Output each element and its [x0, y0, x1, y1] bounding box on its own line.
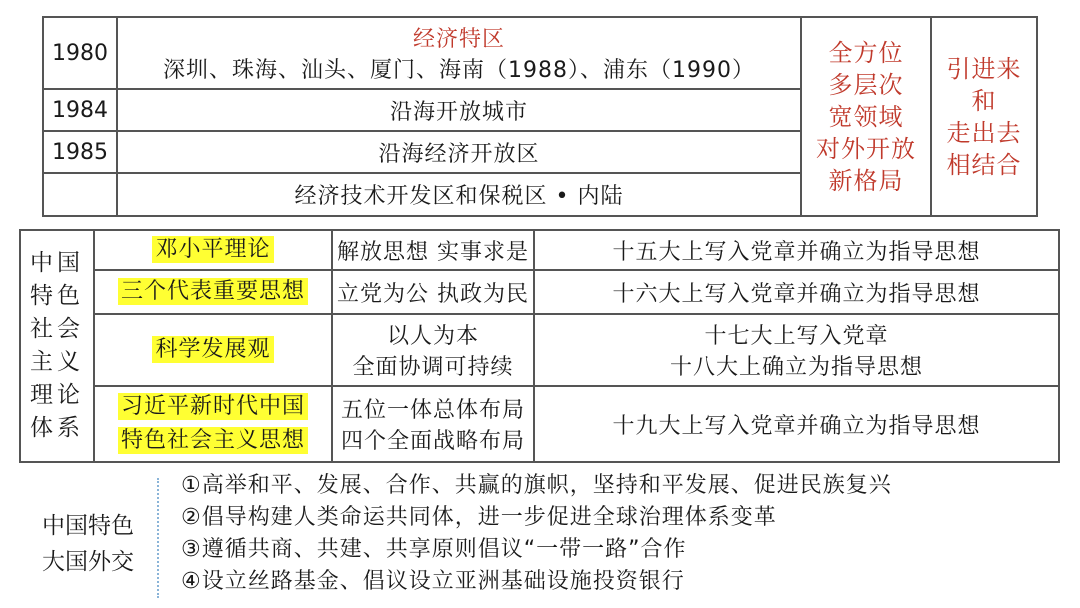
content-cell: 沿海经济开放区 — [117, 131, 801, 173]
diplomacy-label — [28, 508, 148, 580]
pattern-line: 新格局 — [828, 166, 904, 195]
strategy-cell — [931, 17, 1037, 216]
year-cell: 1985 — [43, 131, 117, 173]
meaning-cell — [332, 386, 534, 462]
content-cell: 经济技术开发区和保税区 • 内陆 — [117, 173, 801, 216]
status-cell: 十六大上写入党章并确立为指导思想 — [534, 270, 1059, 314]
diplomacy-point: ④设立丝路基金、倡议设立亚洲基础设施投资银行 — [181, 569, 685, 594]
dotted-divider — [157, 478, 159, 598]
status-cell: 十五大上写入党章并确立为指导思想 — [534, 230, 1059, 270]
label-line: 主义 — [30, 349, 84, 375]
theory-name: 习近平新时代中国 — [118, 393, 308, 420]
label-line: 体系 — [30, 415, 84, 441]
status-line: 十八大上确立为指导思想 — [669, 355, 923, 380]
status-line: 十七大上写入党章 — [704, 324, 889, 349]
year-cell: 1980 — [43, 17, 117, 89]
label-line: 理论 — [30, 382, 84, 408]
theory-cell — [94, 386, 332, 462]
theory-name: 邓小平理论 — [152, 236, 273, 263]
year-cell: 1984 — [43, 89, 117, 131]
meaning-cell — [332, 314, 534, 386]
content-cell — [117, 17, 801, 89]
meaning-cell: 立党为公 执政为民 — [332, 270, 534, 314]
pattern-cell — [801, 17, 931, 216]
theory-cell — [94, 270, 332, 314]
diplomacy-points — [181, 470, 892, 598]
content-cell: 沿海开放城市 — [117, 89, 801, 131]
strategy-line: 和 — [971, 86, 997, 115]
year-cell — [43, 173, 117, 216]
theory-system-label — [20, 230, 94, 462]
meaning-line: 全面协调可持续 — [352, 355, 514, 380]
meaning-line: 五位一体总体布局 — [340, 398, 525, 423]
pattern-line: 宽领域 — [828, 102, 904, 131]
label-line: 特色 — [30, 283, 84, 309]
strategy-line: 走出去 — [946, 118, 1022, 147]
label-line: 中国 — [30, 250, 84, 276]
strategy-line: 相结合 — [946, 150, 1022, 179]
diplomacy-point: ①高举和平、发展、合作、共赢的旗帜，坚持和平发展、促进民族复兴 — [181, 473, 892, 498]
opening-up-table — [42, 16, 1038, 217]
status-cell: 十九大上写入党章并确立为指导思想 — [534, 386, 1059, 462]
theory-system-table — [19, 229, 1060, 463]
theory-name: 科学发展观 — [152, 336, 273, 363]
pattern-line: 多层次 — [828, 70, 904, 99]
diplomacy-label-line: 中国特色 — [42, 513, 134, 539]
strategy-line: 引进来 — [946, 54, 1022, 83]
label-line: 社会 — [30, 316, 84, 342]
diplomacy-point: ③遵循共商、共建、共享原则倡议“一带一路”合作 — [181, 537, 687, 562]
diplomacy-point: ②倡导构建人类命运共同体，进一步促进全球治理体系变革 — [181, 505, 777, 530]
pattern-line: 对外开放 — [816, 134, 916, 163]
meaning-line: 以人为本 — [386, 324, 479, 349]
theory-cell — [94, 230, 332, 270]
theory-cell — [94, 314, 332, 386]
theory-name: 特色社会主义思想 — [118, 427, 308, 454]
special-zone-list: 深圳、珠海、汕头、厦门、海南（1988）、浦东（1990） — [163, 58, 755, 83]
diplomacy-label-line: 大国外交 — [42, 549, 134, 575]
meaning-cell: 解放思想 实事求是 — [332, 230, 534, 270]
theory-name: 三个代表重要思想 — [118, 278, 308, 305]
special-zone-title: 经济特区 — [412, 27, 505, 52]
pattern-line: 全方位 — [828, 38, 904, 67]
meaning-line: 四个全面战略布局 — [340, 429, 525, 454]
status-cell — [534, 314, 1059, 386]
